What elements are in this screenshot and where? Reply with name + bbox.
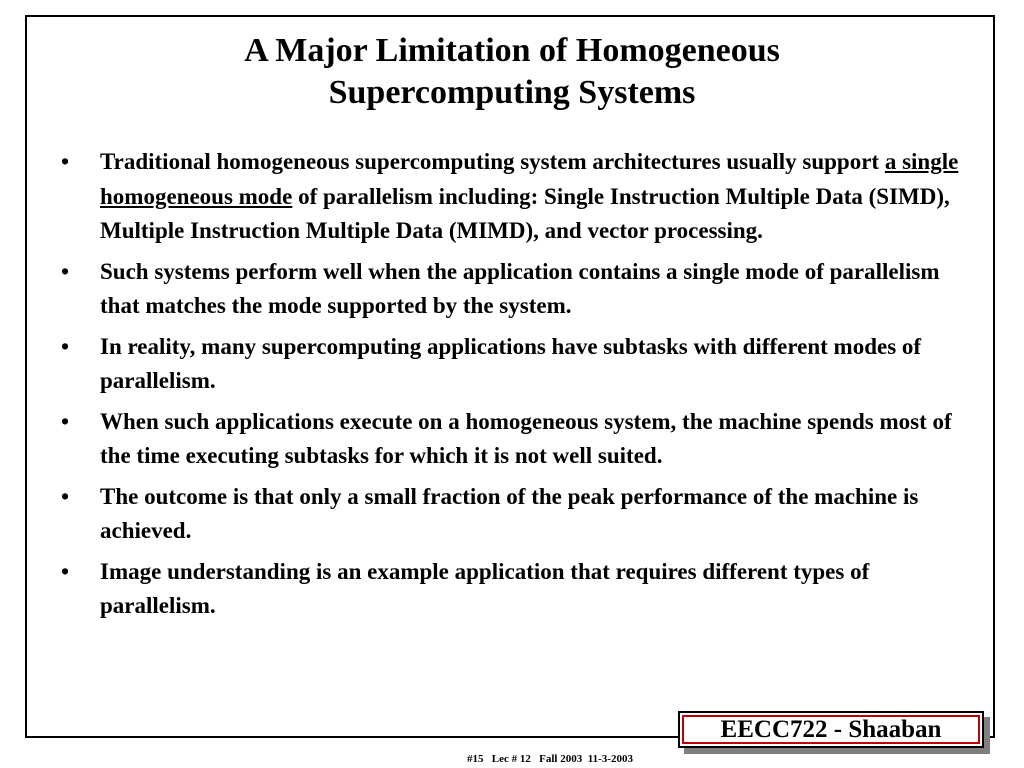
course-badge: [678, 711, 984, 748]
bullet-2-text: Such systems perform well when the application contains a single mode of parallelism that matches the mode supported by the system.: [100, 258, 940, 318]
bullet-item-4: [55, 405, 975, 474]
bullet-marker: •: [60, 258, 70, 284]
bullet-marker: •: [60, 333, 70, 359]
bullet-item-2: [55, 255, 975, 324]
bullet-item-3: [55, 330, 975, 399]
bullet-marker: •: [60, 149, 70, 174]
bullet-6-text: Image understanding is an example application that requires different types of parallelism.: [100, 558, 870, 618]
slide-title: [30, 30, 994, 114]
bullet-marker: •: [60, 558, 70, 584]
title-line-1: A Major Limitation of Homogeneous: [244, 32, 780, 69]
bullet-3-text: In reality, many supercomputing applications have subtasks with different modes of parallelism.: [100, 333, 922, 393]
bullet-item-5: [55, 480, 975, 549]
bullet-4-text: When such applications execute on a homogeneous system, the machine spends most of the time executing subtasks for which it is not well suited.: [100, 408, 952, 468]
bullet-1-text-pre: Traditional homogeneous supercomputing system architectures usually support: [100, 149, 885, 174]
slide-footer: #15 Lec # 12 Fall 2003 11-3-2003: [467, 753, 633, 765]
bullet-1-text-post: of parallelism including: Single Instruction Multiple Data (SIMD), Multiple Instruction Multiple Data (MIMD), and vector processing.: [100, 183, 950, 243]
course-badge-label: EECC722 - Shaaban: [682, 715, 980, 744]
bullet-list: [55, 145, 975, 630]
bullet-5-text: The outcome is that only a small fraction of the peak performance of the machine is achieved.: [100, 483, 919, 543]
bullet-item-6: [55, 555, 975, 624]
bullet-item-1: [55, 145, 975, 249]
title-line-2: Supercomputing Systems: [328, 74, 696, 111]
bullet-marker: •: [60, 483, 70, 509]
bullet-marker: •: [60, 408, 70, 434]
bullet-1-text-underlined: a single homogeneous mode: [100, 149, 959, 209]
